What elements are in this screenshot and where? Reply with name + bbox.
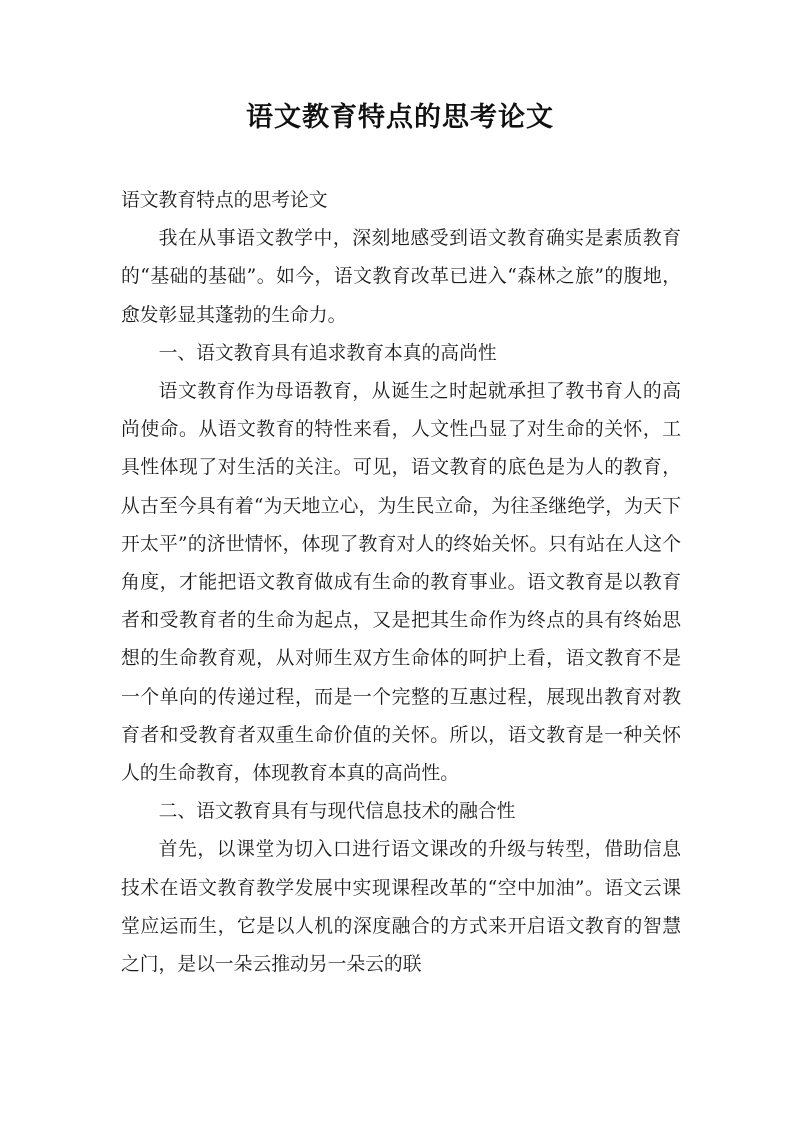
document-body: [121, 182, 681, 984]
paragraph-section-2: 首先，以课堂为切入口进行语文课改的升级与转型，借助信息技术在语文教育教学发展中实现课程改革的“空中加油”。语文云课堂应运而生，它是以人机的深度融合的方式来开启语文教育的智慧之门，是以一朵云推动另一朵云的联: [121, 839, 681, 976]
section-heading-2: 二、语文教育具有与现代信息技术的融合性: [158, 801, 516, 823]
paragraph-subtitle: 语文教育特点的思考论文: [121, 190, 328, 211]
document-title: 语文教育特点的思考论文: [246, 102, 554, 133]
paragraph-intro: 我在从事语文教学中，深刻地感受到语文教育确实是素质教育的“基础的基础”。如今，语文教育改革已进入“森林之旅”的腹地，愈发彰显其蓬勃的生命力。: [121, 228, 681, 326]
paragraph-section-1: 语文教育作为母语教育，从诞生之时起就承担了教书育人的高尚使命。从语文教育的特性来看，人文性凸显了对生命的关怀，工具性体现了对生活的关注。可见，语文教育的底色是为人的教育，从古至今具有着“为天地立心，为生民立命，为往圣继绝学，为天下开太平”的济世情怀，体现了教育对人的终始关怀。只有站在人这个角度，才能把语文教育做成有生命的教育事业。语文教育是以教育者和受教育者的生命为起点，又是把其生命作为终点的具有终始思想的生命教育观，从对师生双方生命体的呵护上看，语文教育不是一个单向的传递过程，而是一个完整的互惠过程，展现出教育对教育者和受教育者双重生命价值的关怀。所以，语文教育是一种关怀人的生命教育，体现教育本真的高尚性。: [121, 381, 681, 785]
section-heading-1: 一、语文教育具有追求教育本真的高尚性: [158, 342, 497, 364]
